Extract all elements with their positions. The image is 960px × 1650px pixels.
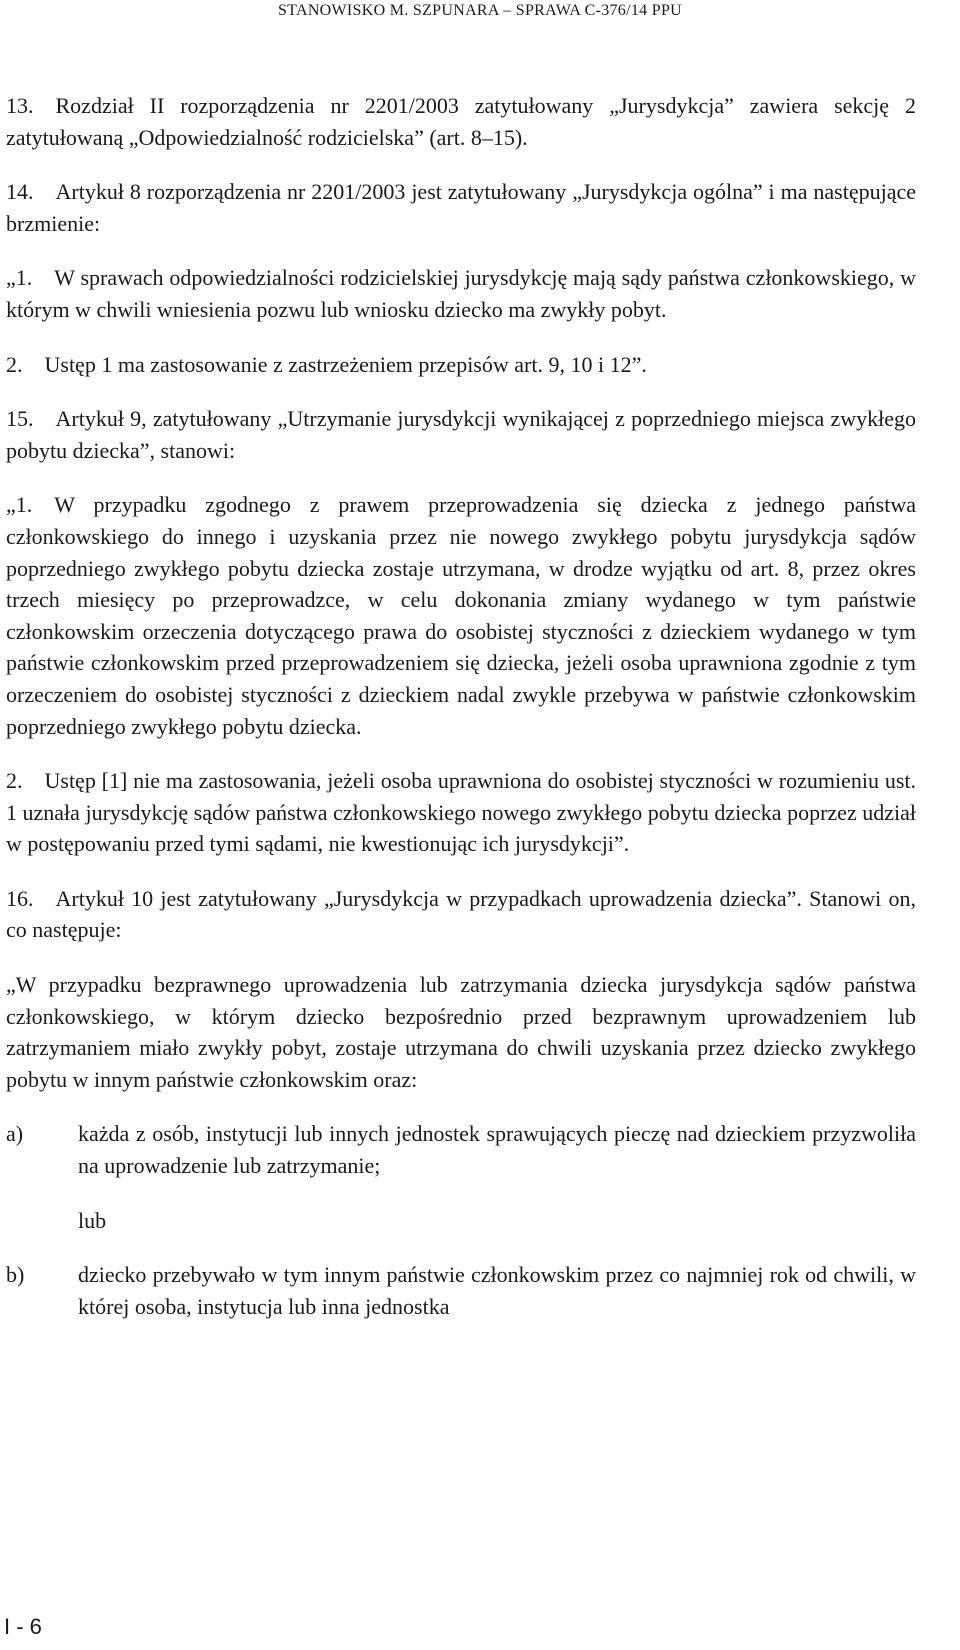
quote-art8-para2: 2. Ustęp 1 ma zastosowanie z zastrzeżeniem przepisów art. 9, 10 i 12”.	[6, 351, 647, 377]
list-item-a	[6, 1118, 916, 1181]
list-item-text: dziecko przebywało w tym innym państwie członkowskim przez co najmniej rok od chwili, w której osoba, instytucja lub inna jednostka	[78, 1262, 916, 1319]
connector-lub: lub	[78, 1207, 107, 1233]
quote-art9-para1: „1. W przypadku zgodnego z prawem przeprowadzenia się dziecka z jednego państwa członkowskiego do innego i uzyskania przez nie nowego zwykłego pobytu jurysdykcja sądów poprzedniego zwykłego pobytu dziecka zostaje utrzymana, w drodze wyjątku od art. 8, przez okres trzech miesięcy po przeprowadzce, w celu dokonania zmiany wydanego w tym państwie członkowskim orzeczenia dotyczącego prawa do osobistej styczności z dzieckiem wydanego w tym państwie członkowskim przed przeprowadzeniem się dziecka, jeżeli osoba uprawniona zgodnie z tym orzeczeniem do osobistej styczności z dzieckiem nadal zwykle przebywa w państwie członkowskim poprzedniego zwykłego pobytu dziecka.	[6, 492, 916, 739]
document-body	[6, 90, 916, 1345]
quote-art10: „W przypadku bezprawnego uprowadzenia lub zatrzymania dziecka jurysdykcja sądów państwa członkowskiego, w którym dziecko bezpośrednio przed bezprawnym uprowadzeniem lub zatrzymaniem miało zwykły pobyt, zostaje utrzymana do chwili uzyskania przez dziecko zwykłego pobytu w innym państwie członkowskim oraz:	[6, 972, 916, 1092]
quote-art8-para1: „1. W sprawach odpowiedzialności rodzicielskiej jurysdykcję mają sądy państwa członkowskiego, w którym w chwili wniesienia pozwu lub wniosku dziecko ma zwykły pobyt.	[6, 265, 916, 322]
paragraph-15: 15. Artykuł 9, zatytułowany „Utrzymanie jurysdykcji wynikającej z poprzedniego miejsca zwykłego pobytu dziecka”, stanowi:	[6, 406, 916, 463]
list-item-b	[6, 1259, 916, 1322]
running-header: STANOWISKO M. SZPUNARA – SPRAWA C-376/14 PPU	[277, 2, 683, 19]
paragraph-13: 13. Rozdział II rozporządzenia nr 2201/2003 zatytułowany „Jurysdykcja” zawiera sekcję 2 zatytułowaną „Odpowiedzialność rodzicielska” (art. 8–15).	[6, 93, 916, 150]
list-item-label: b)	[6, 1262, 25, 1288]
list-item-text: każda z osób, instytucji lub innych jednostek sprawujących pieczę nad dzieckiem przyzwoliła na uprowadzenie lub zatrzymanie;	[78, 1121, 916, 1179]
paragraph-14: 14. Artykuł 8 rozporządzenia nr 2201/2003 jest zatytułowany „Jurysdykcja ogólna” i ma następujące brzmienie:	[6, 179, 916, 236]
list-item-label: a)	[6, 1121, 24, 1147]
paragraph-16: 16. Artykuł 10 jest zatytułowany „Jurysdykcja w przypadkach uprowadzenia dziecka”. Stanowi on, co następuje:	[6, 885, 916, 943]
page-number: I - 6	[4, 1614, 42, 1639]
quote-art9-para2: 2. Ustęp [1] nie ma zastosowania, jeżeli osoba uprawniona do osobistej styczności w rozumieniu ust. 1 uznała jurysdykcję sądów państwa członkowskiego nowego zwykłego pobytu dziecka poprzez udział w postępowaniu przed tymi sądami, nie kwestionując ich jurysdykcji”.	[6, 768, 916, 857]
